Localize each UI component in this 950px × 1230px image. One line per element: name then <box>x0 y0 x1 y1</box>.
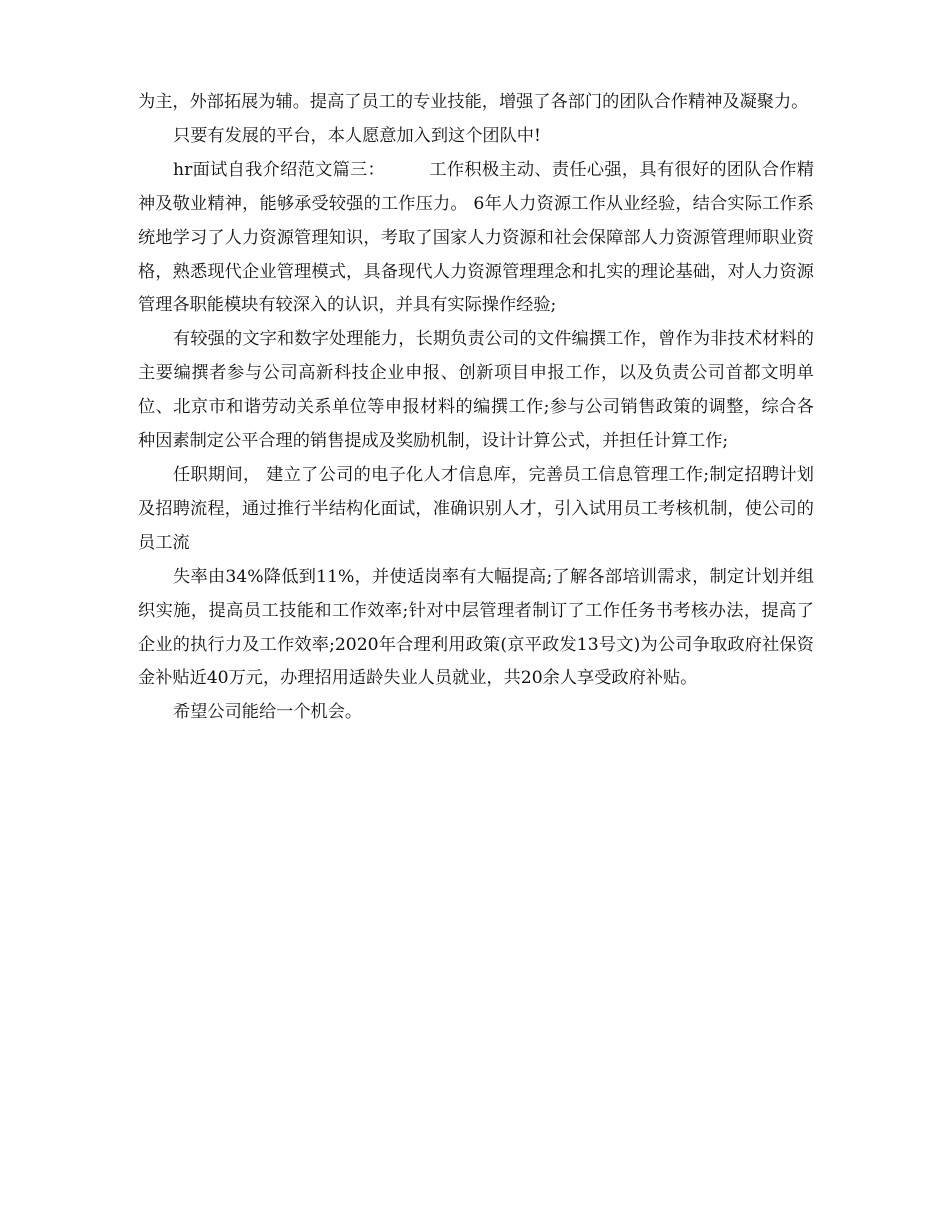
paragraph-tenure: 任职期间， 建立了公司的电子化人才信息库，完善员工信息管理工作;制定招聘计划及招聘流程，通过推行半结构化面试，准确识别人才，引入试用员工考核机制，使公司的员工流 <box>138 464 814 553</box>
paragraph-join-team: 只要有发展的平台，本人愿意加入到这个团队中! <box>173 125 541 146</box>
paragraph-continuation: 为主，外部拓展为辅。提高了员工的专业技能，增强了各部门的团队合作精神及凝聚力。 <box>138 92 809 112</box>
section-lead: hr面试自我介绍范文篇三： <box>173 159 386 180</box>
paragraph-closing: 希望公司能给一个机会。 <box>173 702 363 723</box>
paragraph-writing-skills: 有较强的文字和数字处理能力，长期负责公司的文件编撰工作，曾作为非技术材料的主要编撰者参与公司高新科技企业申报、创新项目申报工作，以及负责公司首都文明单位、北京市和谐劳动关系单位等申报材料的编撰工作;参与公司销售政策的调整，综合各种因素制定公平合理的销售提成及奖励机制，设计计算公式，并担任计算工作; <box>138 329 814 452</box>
paragraph-turnover: 失率由34%降低到11%，并使适岗率有大幅提高;了解各部培训需求，制定计划并组织实施，提高员工技能和工作效率;针对中层管理者制订了工作任务书考核办法，提高了企业的执行力及工作效率;2020年合理利用政策(京平政发13号文)为公司争取政府社保资金补贴近40万元，办理招用适龄失业人员就业，共20余人享受政府补贴。 <box>138 566 814 689</box>
paragraph-sample-three-text: 工作积极主动、责任心强，具有很好的团队合作精神及敬业精神，能够承受较强的工作压力。 6年人力资源工作从业经验，结合实际工作系统地学习了人力资源管理知识，考取了国家人力资源和社会保障部人力资源管理师职业资格，熟悉现代企业管理模式，具备现代人力资源管理理念和扎实的理论基础，对人力资源管理各职能模块有较深入的认识，并具有实际操作经验; <box>138 159 814 316</box>
document-body <box>138 86 814 730</box>
paragraph-sample-three <box>138 154 814 324</box>
